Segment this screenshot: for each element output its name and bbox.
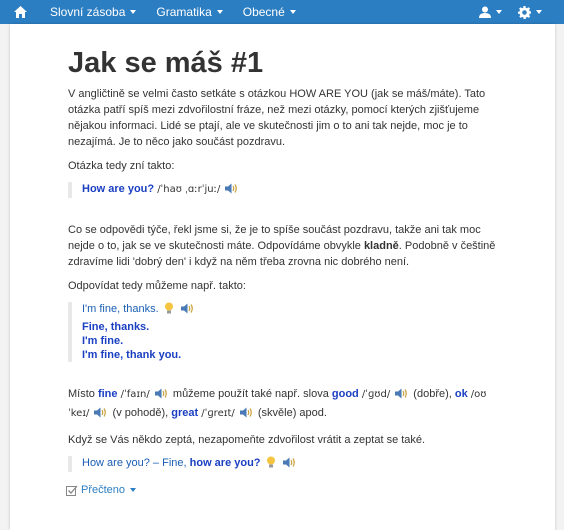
chevron-down-icon [536, 10, 542, 14]
chevron-down-icon [496, 10, 502, 14]
text-segment: (dobře), [410, 388, 455, 400]
english-phrase: How are you? [82, 183, 155, 195]
speaker-icon[interactable] [225, 183, 238, 198]
english-phrase: how are you? [189, 457, 261, 469]
lightbulb-icon[interactable] [266, 456, 276, 472]
speaker-icon[interactable] [181, 303, 194, 318]
pronunciation: /oʊˈkeɪ/ [68, 389, 487, 419]
home-button[interactable] [0, 0, 40, 24]
pronunciation: /ˈfaɪn/ [120, 389, 150, 400]
question-example [68, 182, 500, 198]
question-intro: Otázka tedy zní takto: [68, 160, 175, 172]
reminder-paragraph: Když se Vás někdo zeptá, nezapomeňte zdvořilost vrátit a zeptat se také. [68, 434, 426, 446]
word-link[interactable]: great [171, 407, 199, 419]
text-segment: Co se odpovědi týče, řekl jsme si, že je to spíše součást pozdravu, takže ani tak moc nejde o to, jak se ve skutečnosti máte. Odpovídáme obvykle [68, 224, 481, 252]
top-navbar [0, 0, 564, 24]
text-segment: . Podobně v češtině zdravíme lidi 'dobrý den' i když na něm třeba zrovna nic dobrého není. [68, 240, 496, 268]
reply-example [68, 456, 500, 472]
speaker-icon[interactable] [94, 407, 107, 424]
user-icon [479, 6, 491, 18]
pronunciation: /ˈɡʊd/ [361, 389, 391, 400]
answers-intro: Odpovídat tedy můžeme např. takto: [68, 280, 246, 292]
nav-obecne[interactable] [233, 0, 306, 24]
text-segment: (skvěle) apod. [254, 407, 327, 419]
chevron-down-icon [217, 10, 223, 14]
home-icon [14, 6, 27, 18]
text-segment: Místo [68, 388, 98, 400]
checkbox-icon [66, 485, 78, 496]
english-phrase: How are you? – Fine, [82, 457, 190, 469]
answer-item [82, 302, 500, 318]
text-segment: můžeme použít také např. slova [169, 388, 332, 400]
user-menu[interactable] [471, 0, 510, 24]
nav-slovni-zasoba[interactable] [40, 0, 146, 24]
article-page [10, 24, 555, 530]
nav-label: Obecné [242, 5, 285, 19]
alternatives-paragraph [68, 386, 500, 424]
read-label: Přečteno [81, 484, 126, 496]
intro-paragraph: V angličtině se velmi často setkáte s otázkou HOW ARE YOU (jak se máš/máte). Tato otázka patří spíš mezi zdvořilostní fráze, než mezi otázky, pomocí kterých zjišťujeme nějakou informaci. Lidé se ptají, ale ve skutečnosti jim o to ani tak nejde, moc je to nezajímá. Je to něco jako součást pozdravu. [68, 88, 486, 148]
chevron-down-icon [130, 488, 136, 492]
speaker-icon[interactable] [155, 388, 168, 405]
pronunciation: /ˈhaʊ ˌɑːrˈjuː/ [157, 184, 221, 195]
english-phrase: I'm fine, thanks. [82, 303, 159, 315]
page-title: Jak se máš #1 [68, 47, 264, 79]
answers-list [68, 302, 500, 362]
answer-paragraph [68, 222, 500, 270]
word-link[interactable]: ok [454, 388, 468, 400]
nav-label: Slovní zásoba [50, 5, 126, 19]
answer-item: Fine, thanks. [82, 321, 150, 333]
word-link[interactable]: fine [97, 388, 118, 400]
chevron-down-icon [290, 10, 296, 14]
gear-icon [518, 6, 531, 19]
speaker-icon[interactable] [395, 388, 408, 405]
pronunciation: /ˈɡreɪt/ [201, 408, 235, 419]
mark-read-button[interactable] [66, 484, 136, 496]
emphasis: kladně [363, 240, 399, 252]
chevron-down-icon [130, 10, 136, 14]
answer-item: I'm fine. [82, 335, 124, 347]
text-segment: (v pohodě), [109, 407, 172, 419]
nav-gramatika[interactable] [146, 0, 232, 24]
speaker-icon[interactable] [240, 407, 253, 424]
nav-label: Gramatika [156, 5, 212, 19]
word-link[interactable]: good [331, 388, 359, 400]
lightbulb-icon[interactable] [164, 302, 174, 318]
answer-item: I'm fine, thank you. [82, 349, 182, 361]
settings-menu[interactable] [510, 0, 564, 24]
speaker-icon[interactable] [283, 457, 296, 472]
